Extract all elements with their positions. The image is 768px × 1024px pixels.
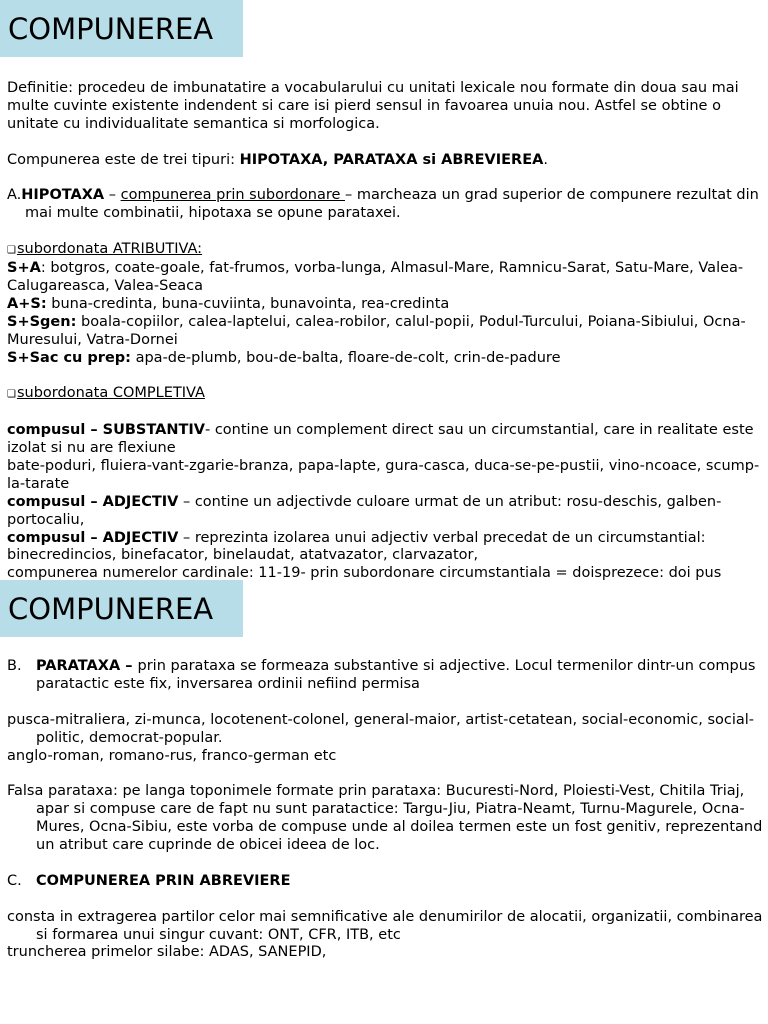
section-b-paragraph — [7, 658, 763, 694]
ssgen-text: boala-copiilor, calea-laptelui, calea-robilor, calul-popii, Podul-Turcului, Poiana-Sibiului, Ocna-Muresului, Vatra-Dornei — [7, 313, 746, 348]
checkbox-bullet-icon: ❑ — [7, 389, 16, 401]
adjectiv-2-label: compusul – ADJECTIV — [7, 529, 179, 546]
slide-title: COMPUNEREA — [8, 12, 214, 46]
as-text: buna-credinta, buna-cuviinta, bunavointa, rea-credinta — [46, 295, 450, 312]
adjectiv-2-text: – reprezinta izolarea unui adjectiv verbal precedat de un circumstantial: binecredincios, binefacator, binelaudat, atatvazator, clarvazator, — [7, 529, 706, 564]
sa-line — [7, 260, 763, 296]
adjectiv-line-1 — [7, 494, 763, 530]
as-line — [7, 296, 763, 314]
definition-paragraph: Definitie: procedeu de imbunatatire a vocabularului cu unitati lexicale nou formate din doua sau mai multe cuvinte existente indendent si care isi pierd sensul in favoarea unuia nou. Astfel se obtine o unitate cu individualitate semantica si morfologica. — [7, 80, 739, 132]
consta-paragraph: consta in extragerea partilor celor mai semnificative ale denumirilor de alocatii, organizatii, combinarea si formarea unui singur cuvant: ONT, CFR, ITB, etc — [7, 908, 763, 943]
sa-label: S+A — [7, 260, 41, 277]
adjectiv-1-text: – contine un adjectivde culoare urmat de un atribut: rosu-deschis, galben-portocaliu, — [7, 493, 722, 528]
ssgen-label: S+Sgen: — [7, 313, 77, 330]
trunchiere-paragraph: truncherea primelor silabe: ADAS, SANEPID, — [7, 944, 327, 961]
types-paragraph — [7, 152, 763, 170]
section-a-title: HIPOTAXA — [21, 187, 105, 204]
substantiv-line — [7, 422, 763, 458]
section-b-title: PARATAXA – — [36, 658, 138, 674]
parataxa-examples-2: anglo-roman, romano-rus, franco-german etc — [7, 747, 337, 764]
completiva-heading — [7, 385, 763, 404]
types-prefix: Compunerea este de trei tipuri: — [7, 151, 240, 168]
title-banner — [0, 0, 243, 57]
section-b-text: prin parataxa se formeaza substantive si adjective. Locul termenilor dintr-un compus paratactic este fix, inversarea ordinii nefiind permisa — [36, 658, 756, 692]
as-label: A+S: — [7, 295, 47, 312]
ssac-line — [7, 350, 763, 368]
section-a-text: – marcheaza un grad superior de compunere rezultat din mai multe combinatii, hipotaxa se opune parataxei. — [25, 187, 759, 222]
section-c-title: COMPUNEREA PRIN ABREVIERE — [36, 872, 291, 889]
slide-body — [7, 658, 763, 962]
section-a-heading — [7, 187, 763, 223]
substantiv-examples: bate-poduri, fluiera-vant-zgarie-branza, papa-lapte, gura-casca, duca-se-pe-pustii, vino-ncoace, scump-la-tarate — [7, 457, 760, 492]
section-a-subtitle: compunerea prin subordonare — [120, 187, 345, 204]
ssac-label: S+Sac cu prep: — [7, 349, 131, 366]
ssgen-line — [7, 314, 763, 350]
ssac-text: apa-de-plumb, bou-de-balta, floare-de-colt, crin-de-padure — [130, 349, 561, 366]
substantiv-text: - contine un complement direct sau un circumstantial, care in realitate este izolat si nu are flexiune — [7, 422, 754, 457]
section-a-dash: – — [104, 187, 121, 204]
adjectiv-line-2 — [7, 530, 763, 566]
section-c-heading — [7, 873, 763, 891]
slide-body — [7, 80, 763, 580]
section-c-marker: C. — [7, 872, 22, 889]
slide-2 — [0, 580, 768, 1024]
adjectiv-1-label: compusul – ADJECTIV — [7, 493, 179, 510]
section-b-marker: B. — [7, 658, 22, 674]
substantiv-label: compusul – SUBSTANTIV — [7, 422, 205, 439]
title-banner — [0, 580, 243, 637]
completiva-label: subordonata COMPLETIVA — [16, 385, 205, 402]
types-bold: HIPOTAXA, PARATAXA si ABREVIEREA — [239, 151, 544, 168]
parataxa-examples-1: pusca-mitraliera, zi-munca, locotenent-colonel, general-maior, artist-cetatean, social-economic, social-politic, democrat-popular. — [7, 711, 755, 746]
slide-title: COMPUNEREA — [8, 592, 214, 626]
atributiva-label: subordonata ATRIBUTIVA: — [16, 241, 203, 258]
section-a-marker: A. — [7, 187, 22, 204]
checkbox-bullet-icon: ❑ — [7, 245, 16, 257]
numerale-line: compunerea numerelor cardinale: 11-19- prin subordonare circumstantiala = doisprezece: doi pus — [7, 565, 722, 580]
types-suffix: . — [543, 151, 548, 168]
sa-text: : botgros, coate-goale, fat-frumos, vorba-lunga, Almasul-Mare, Ramnicu-Sarat, Satu-Mare, Valea-Calugareasca, Valea-Seaca — [7, 260, 744, 294]
atributiva-heading — [7, 241, 763, 260]
falsa-parataxa-paragraph: Falsa parataxa: pe langa toponimele formate prin parataxa: Bucuresti-Nord, Ploiesti-Vest, Chitila Triaj, apar si compuse care de fapt nu sunt paratactice: Targu-Jiu, Piatra-Neamt, Turnu-Magurele, Ocna-Mures, Ocna-Sibiu, este vorba de compuse unde al doilea termen este un fost genitiv, reprezentand un atribut care cuprinde de obicei ideea de loc. — [7, 783, 763, 854]
